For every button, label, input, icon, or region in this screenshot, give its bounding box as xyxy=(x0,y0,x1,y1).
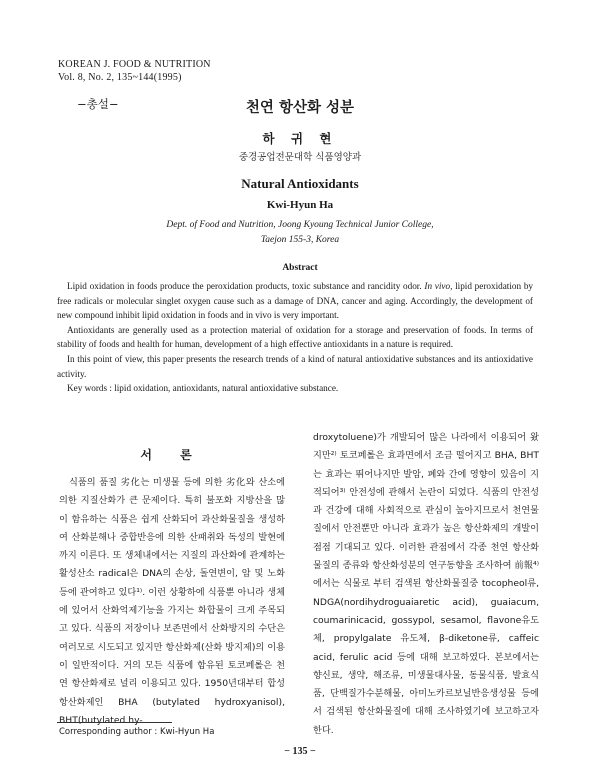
title-korean: 천연 항산화 성분 xyxy=(245,100,355,116)
author-english: Kwi-Hyun Ha xyxy=(266,199,334,211)
section-heading-introduction: 서 론 xyxy=(140,448,204,462)
section-tag: −총설− xyxy=(77,97,119,111)
body-column-left xyxy=(59,474,285,730)
affiliation-english-line1: Dept. of Food and Nutrition, Joong Kyoung Technical Junior College, xyxy=(166,220,434,230)
author-korean: 하 귀 현 xyxy=(262,131,338,146)
affiliation-english xyxy=(0,218,600,248)
keywords: Key words : lipid oxidation, antioxidants, natural antioxidative substance. xyxy=(67,383,339,394)
journal-header xyxy=(58,58,211,84)
abstract-heading: Abstract xyxy=(282,263,318,273)
abstract-italic-text: In vivo, xyxy=(424,281,453,291)
body-paragraph: droxytoluene)가 개발되어 많은 나라에서 이용되어 왔지만²⁾ 토코페롤은 효과면에서 조금 떨어지고 BHA, BHT는 효과는 뛰어나지만 발암, 폐와 간에 영향이 있음이 지적되어³⁾ 안전성에 관해서 논란이 되었다. 식품의 안전성과 건강에 대해 사회적으로 관심이 높아지므로서 천연물질에서 안전뿐만 아니라 효과가 높은 항산화제의 개발이 점점 기대되고 있다. 이러한 관점에서 각종 천연 항산화물질의 종류와 항산화성분의 연구동향을 조사하여 前報⁴⁾에서는 식물로 부터 검색된 항산화물질중 tocopheol류, NDGA(nordihydroguaiaretic acid), guaiacum, coumarinicacid, gossypol, sesamol, flavone유도체, propylgalate 유도체, β-diketone류, caffeic acid, ferulic acid 등에 대해 보고하였다. 본보에서는 향신료, 생약, 해조류, 미생물대사물, 동물식품, 발효식품, 단백질가수분해물, 아미노카르보닐반응생성물 등에서 검색된 항산화물질에 대해 조사하였기에 보고하고자 한다. xyxy=(313,432,539,736)
page-number: − 135 − xyxy=(284,746,316,757)
title-english: Natural Antioxidants xyxy=(241,176,359,191)
footnote-corresponding-author: Corresponding author : Kwi-Hyun Ha xyxy=(59,727,215,737)
body-column-right xyxy=(313,429,539,740)
abstract-paragraph: In this point of view, this paper presents the research trends of a kind of natural antioxidative substances and its antioxidative activity. xyxy=(57,353,533,379)
affiliation-english-line2: Taejon 155-3, Korea xyxy=(260,235,340,245)
journal-name: KOREAN J. FOOD & NUTRITION xyxy=(58,59,211,70)
body-paragraph: 식품의 품질 劣化는 미생물 등에 의한 劣化와 산소에의한 지질산화가 큰 문제이다. 특히 불포화 지방산을 많이 함유하는 식품은 쉽게 산화되어 과산화물질을 생성하여 산화분해나 중합반응에 의한 산패취와 독성의 발현에까지 이른다. 또 생체내에서는 지질의 과산화에 관계하는 활성산소 radical은 DNA의 손상, 돌연변이, 암 및 노화 등에 관여하고 있다¹⁾. 이런 상황하에 식품뿐 아니라 생체에 있어서 산화억제기능을 가지는 화합물이 크게 주목되고 있다. 식품의 저장이나 보존면에서 산화방지의 수단은 여러모로 시도되고 있지만 항산화제(산화 방지제)의 이용이 일반적이다. 거의 모든 식품에 함유된 토코페롤은 천연 항산화제로 널리 이용되고 있다. 1950년대부터 합성 항산화제인 BHA (butylated hydroxyanisol), BHT(butylated hy- xyxy=(59,477,285,726)
abstract-body xyxy=(57,279,533,396)
abstract-paragraph xyxy=(57,279,533,323)
affiliation-korean: 중경공업전문대학 식품영양과 xyxy=(238,152,362,163)
abstract-text: Lipid oxidation in foods produce the peroxidation products, toxic substance and rancidity odor. xyxy=(67,281,425,291)
journal-volume: Vol. 8, No. 2, 135~144(1995) xyxy=(58,72,182,83)
abstract-text: lipid peroxidation by free radicals or molecular singlet oxygen cause such as a damage of DNA, cancer and aging. Accordingly, the development of new compound inhibit lipid oxidation in foods and in vivo is very important. xyxy=(57,281,534,321)
footnote-divider xyxy=(57,722,172,723)
abstract-paragraph: Antioxidants are generally used as a protection material of oxidation for a storage and preservation of foods. In terms of stability of foods and health for human, development of a high effective antioxidants in a nature is required. xyxy=(57,324,533,350)
